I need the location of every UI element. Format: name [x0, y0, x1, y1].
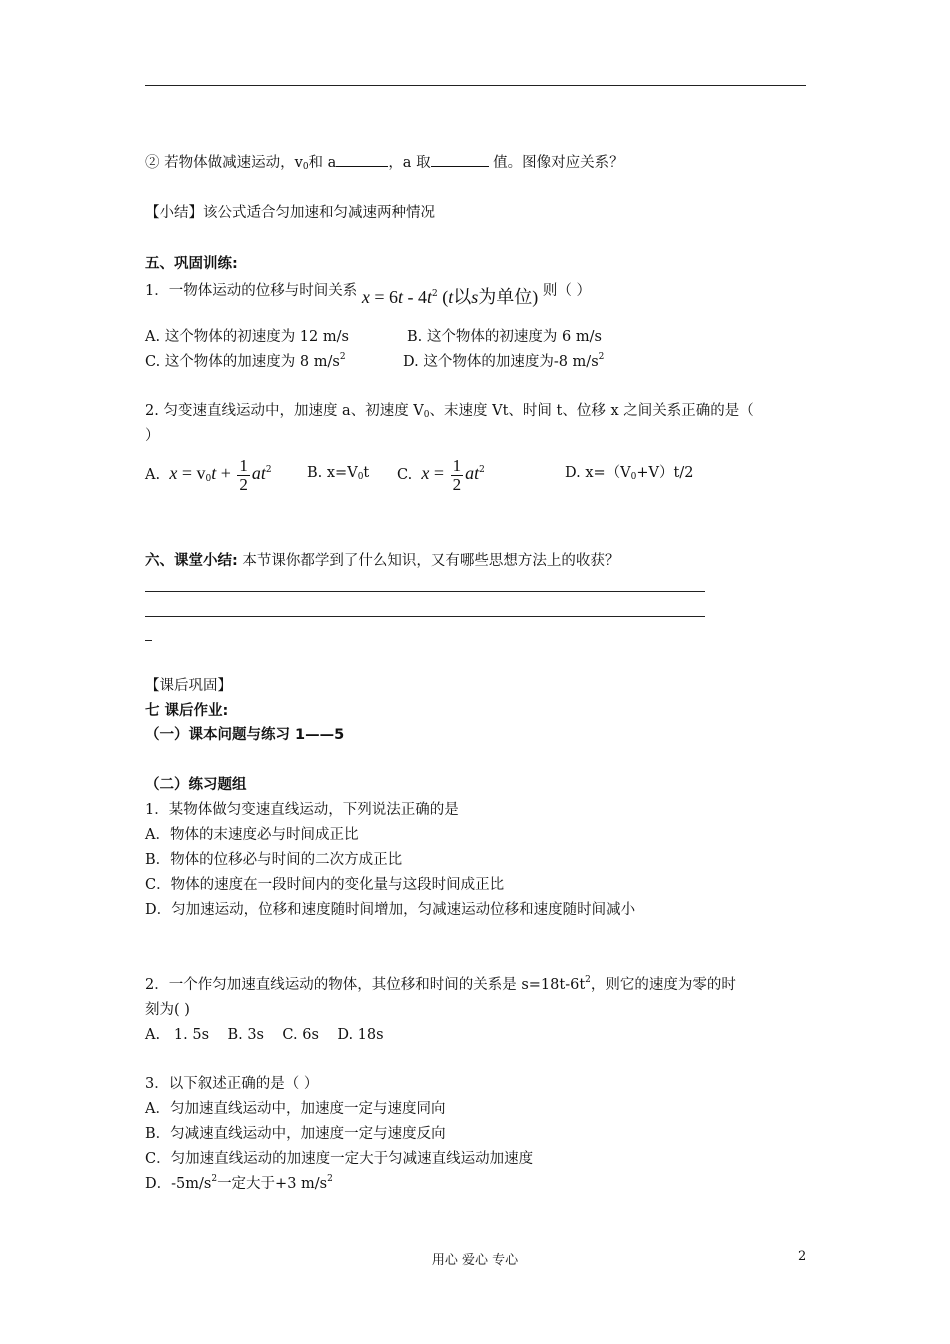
option-c [145, 354, 346, 370]
practice-1-option-c: C．物体的速度在一段时间内的变化量与这段时间成正比 [145, 877, 505, 893]
answer-paren: 则（ ） [542, 283, 592, 299]
f: - 4 [403, 287, 428, 307]
f: 为单位) [478, 287, 539, 307]
exercise-2-options [145, 453, 694, 494]
t: ，则它的速度为零的时 [590, 977, 736, 993]
f: 2 [432, 289, 438, 299]
practice-1-option-d: D．匀加速运动，位移和速度随时间增加，匀减速运动位移和速度随时间减小 [145, 902, 636, 918]
fill-blank[interactable] [336, 152, 388, 167]
exercise-2-question [145, 401, 754, 421]
f: x [169, 463, 178, 483]
t: 一定大于+3 m/s [217, 1176, 328, 1192]
t: 、末速度 Vt、时间 t、位移 x 之间关系正确的是（ [429, 403, 754, 419]
practice-3-option-d [145, 1174, 333, 1194]
option-d [403, 352, 604, 372]
summary-note: 【小结】该公式适合匀加速和匀减速两种情况 [145, 205, 435, 221]
answer-line-stub [145, 640, 152, 641]
practice-3-option-b: B．匀减速直线运动中，加速度一定与速度反向 [145, 1126, 446, 1142]
t: 2．一个作匀加速直线运动的物体，其位移和时间的关系是 s=18t-6t [145, 977, 586, 993]
f: at [251, 463, 266, 483]
exercise-2-paren: ） [145, 428, 160, 444]
q-text: 和 a [308, 155, 337, 171]
f: t [427, 287, 433, 307]
section-5-heading: 五、巩固训练: [145, 256, 238, 272]
header-rule [145, 85, 806, 86]
f: 2 [265, 465, 272, 475]
option-d [565, 453, 693, 493]
f: + [216, 463, 236, 483]
section-6-prompt: 本节课你都学到了什么知识，又有哪些思想方法上的收获？ [237, 553, 620, 569]
exercise-1-options-cd [145, 352, 605, 372]
displacement-formula [361, 287, 543, 307]
t: A. [145, 467, 161, 483]
t: t [363, 465, 370, 481]
t: B. x=V [307, 465, 358, 481]
exercise-1-question [145, 279, 592, 307]
t: 2 [327, 1174, 333, 1184]
t: C. 这个物体的加速度为 8 m/s [145, 354, 340, 370]
f: t [448, 287, 454, 307]
section-6-heading: 六、课堂小结: [145, 553, 238, 569]
t: 0 [423, 410, 430, 420]
t: D. 这个物体的加速度为-8 m/s [403, 354, 599, 370]
t: 2 [339, 352, 346, 362]
practice-3-option-a: A．匀加速直线运动中，加速度一定与速度同向 [145, 1101, 446, 1117]
answer-line[interactable] [145, 616, 705, 617]
homework-part-1: （一）课本问题与练习 1——5 [145, 727, 345, 743]
answer-line[interactable] [145, 591, 705, 592]
f: x [421, 463, 430, 483]
practice-3-question: 3．以下叙述正确的是（ ） [145, 1076, 319, 1092]
q-text: ② 若物体做减速运动，v [145, 155, 303, 171]
option-a: A. 这个物体的初速度为 12 m/s [145, 329, 349, 345]
deceleration-question [145, 152, 624, 173]
option-b: B. 这个物体的初速度为 6 m/s [407, 329, 602, 345]
f: t [211, 463, 217, 483]
practice-1-option-b: B．物体的位移必与时间的二次方成正比 [145, 852, 403, 868]
f: 以 [453, 287, 472, 307]
f: x [361, 287, 370, 307]
fraction [451, 457, 464, 494]
t: 0 [357, 472, 364, 482]
practice-2-question [145, 975, 736, 995]
f: 2 [239, 474, 248, 494]
subscript: 0 [302, 162, 309, 172]
option-c [397, 453, 485, 495]
t: D. x=（V [565, 465, 631, 481]
t: D．-5m/s [145, 1176, 212, 1192]
fraction [237, 457, 250, 494]
page-footer: 用心 爱心 专心 [431, 1253, 519, 1268]
f: = [429, 463, 449, 483]
f: ( [437, 287, 449, 307]
section-6 [145, 551, 619, 571]
practice-2-question-cont: 刻为( ) [145, 1002, 190, 1018]
f: t [398, 287, 404, 307]
t: 2 [211, 1174, 218, 1184]
option-b [307, 453, 369, 493]
t: 0 [630, 472, 637, 482]
t: 2. 匀变速直线运动中，加速度 a、初速度 V [145, 403, 424, 419]
f: 1 [239, 455, 248, 475]
q-text: ，a 取 [388, 155, 431, 171]
f: 2 [479, 465, 485, 475]
q-text: 值。图像对应关系？ [488, 155, 624, 171]
f: 0 [205, 474, 212, 484]
f: 2 [452, 474, 462, 494]
practice-1-question: 1．某物体做匀变速直线运动，下列说法正确的是 [145, 802, 459, 818]
fill-blank[interactable] [431, 152, 489, 167]
practice-1-option-a: A．物体的末速度必与时间成正比 [145, 827, 359, 843]
f: = v [177, 463, 206, 483]
t: 2 [598, 352, 605, 362]
page-number: 2 [798, 1249, 807, 1264]
t: 2 [585, 975, 591, 985]
practice-2-options: A. 1. 5s B. 3s C. 6s D. 18s [145, 1027, 384, 1043]
section-7-heading: 七 课后作业: [145, 703, 229, 719]
homework-part-2: （二）练习题组 [145, 777, 247, 793]
f: 1 [452, 455, 462, 475]
after-class-heading: 【课后巩固】 [145, 678, 232, 694]
f: s [471, 287, 479, 307]
t: +V）t/2 [636, 465, 694, 481]
f: at [465, 463, 480, 483]
f: = 6 [369, 287, 398, 307]
t: C. [397, 467, 413, 483]
exercise-1-options-ab [145, 327, 602, 347]
option-a [145, 455, 272, 494]
practice-3-option-c: C．匀加速直线运动的加速度一定大于匀减速直线运动加速度 [145, 1151, 534, 1167]
q-text: 1．一物体运动的位移与时间关系 [145, 283, 358, 299]
